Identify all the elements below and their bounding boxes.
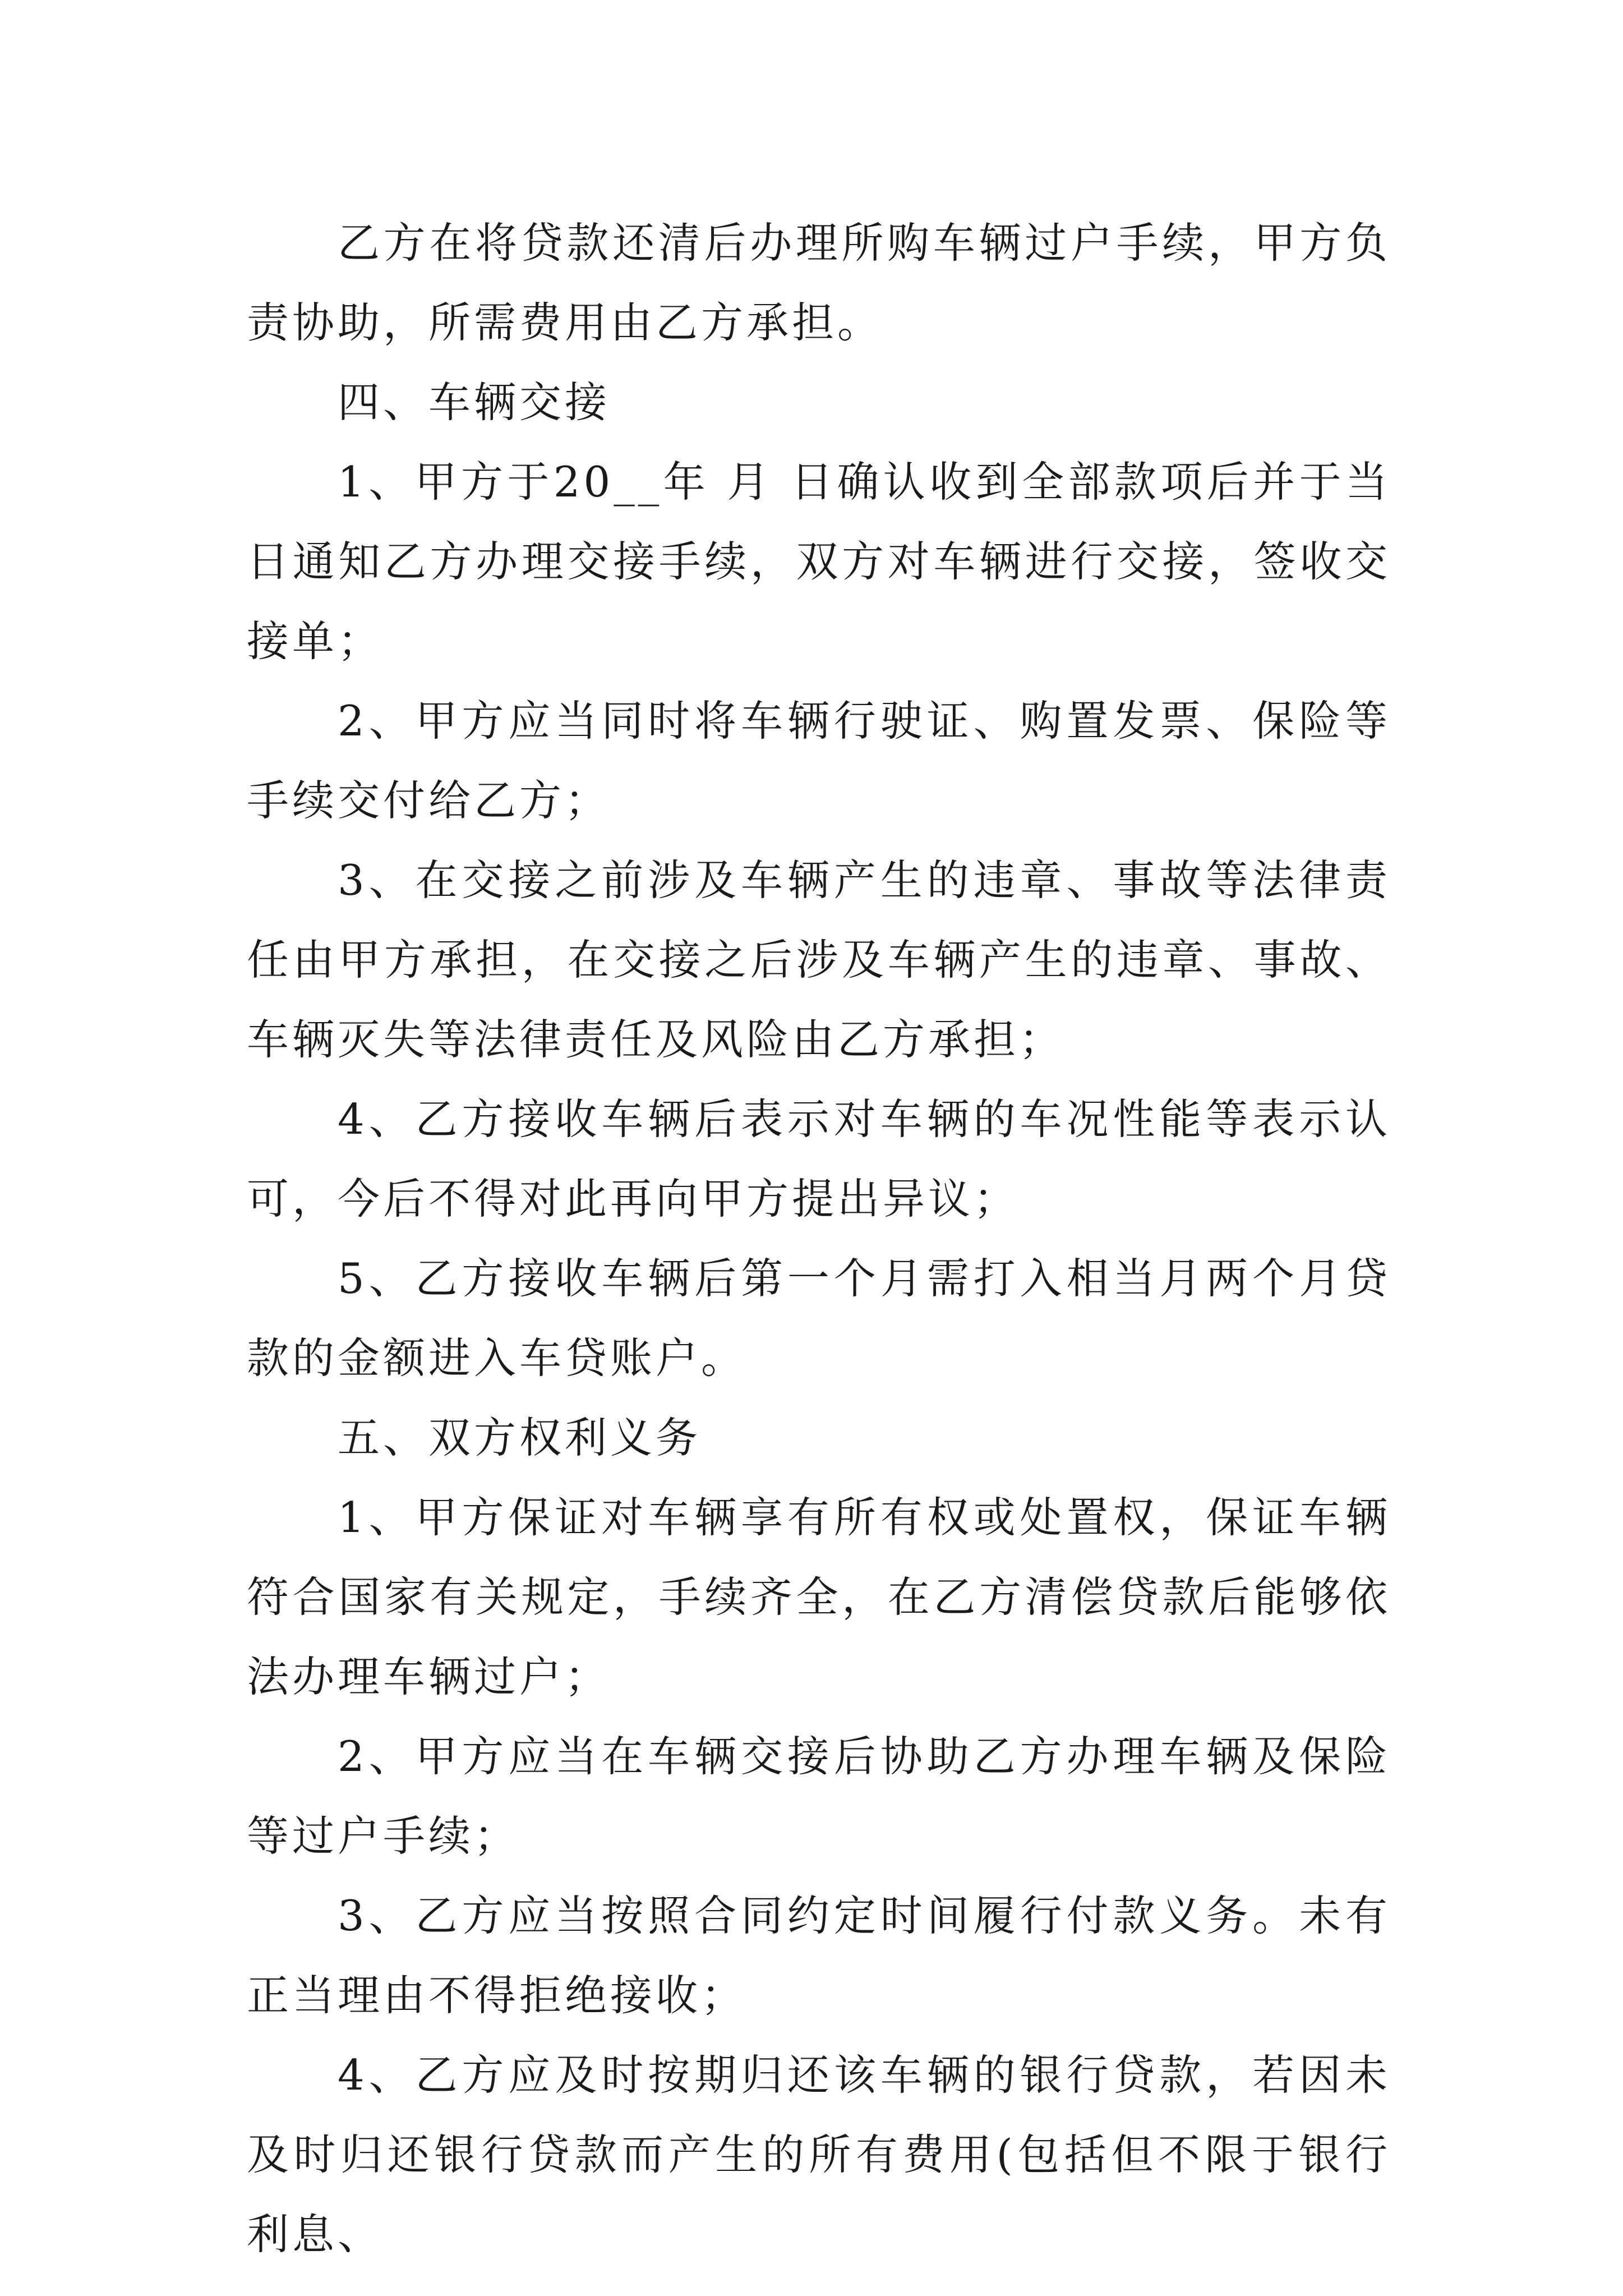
clause-handover-5: 5、乙方接收车辆后第一个月需打入相当月两个月贷款的金额进入车贷账户。 xyxy=(247,1254,1391,1383)
clause-handover-3: 3、在交接之前涉及车辆产生的违章、事故等法律责任由甲方承担，在交接之后涉及车辆产生的违章、事故、车辆灭失等法律责任及风险由乙方承担； xyxy=(247,855,1391,1064)
clause-rights-3: 3、乙方应当按照合同约定时间履行付款义务。未有正当理由不得拒绝接收； xyxy=(247,1891,1391,2020)
document-body xyxy=(247,203,1391,2274)
paragraph-transfer-procedure: 乙方在将贷款还清后办理所购车辆过户手续，甲方负责协助，所需费用由乙方承担。 xyxy=(247,218,1391,347)
clause-rights-4: 4、乙方应及时按期归还该车辆的银行贷款，若因未及时归还银行贷款而产生的所有费用(包括但不限于银行利息、 xyxy=(247,2050,1391,2259)
clause-handover-1: 1、甲方于20__年 月 日确认收到全部款项后并于当日通知乙方办理交接手续，双方对车辆进行交接，签收交接单； xyxy=(247,457,1391,666)
clause-handover-4: 4、乙方接收车辆后表示对车辆的车况性能等表示认可，今后不得对此再向甲方提出异议； xyxy=(247,1094,1391,1223)
clause-handover-2: 2、甲方应当同时将车辆行驶证、购置发票、保险等手续交付给乙方； xyxy=(247,696,1391,825)
section-heading-vehicle-handover: 四、车辆交接 xyxy=(338,378,611,427)
clause-rights-1: 1、甲方保证对车辆享有所有权或处置权，保证车辆符合国家有关规定，手续齐全，在乙方清偿贷款后能够依法办理车辆过户； xyxy=(247,1493,1391,1701)
section-heading-rights-obligations: 五、双方权利义务 xyxy=(338,1413,702,1462)
clause-rights-2: 2、甲方应当在车辆交接后协助乙方办理车辆及保险等过户手续； xyxy=(247,1732,1391,1861)
